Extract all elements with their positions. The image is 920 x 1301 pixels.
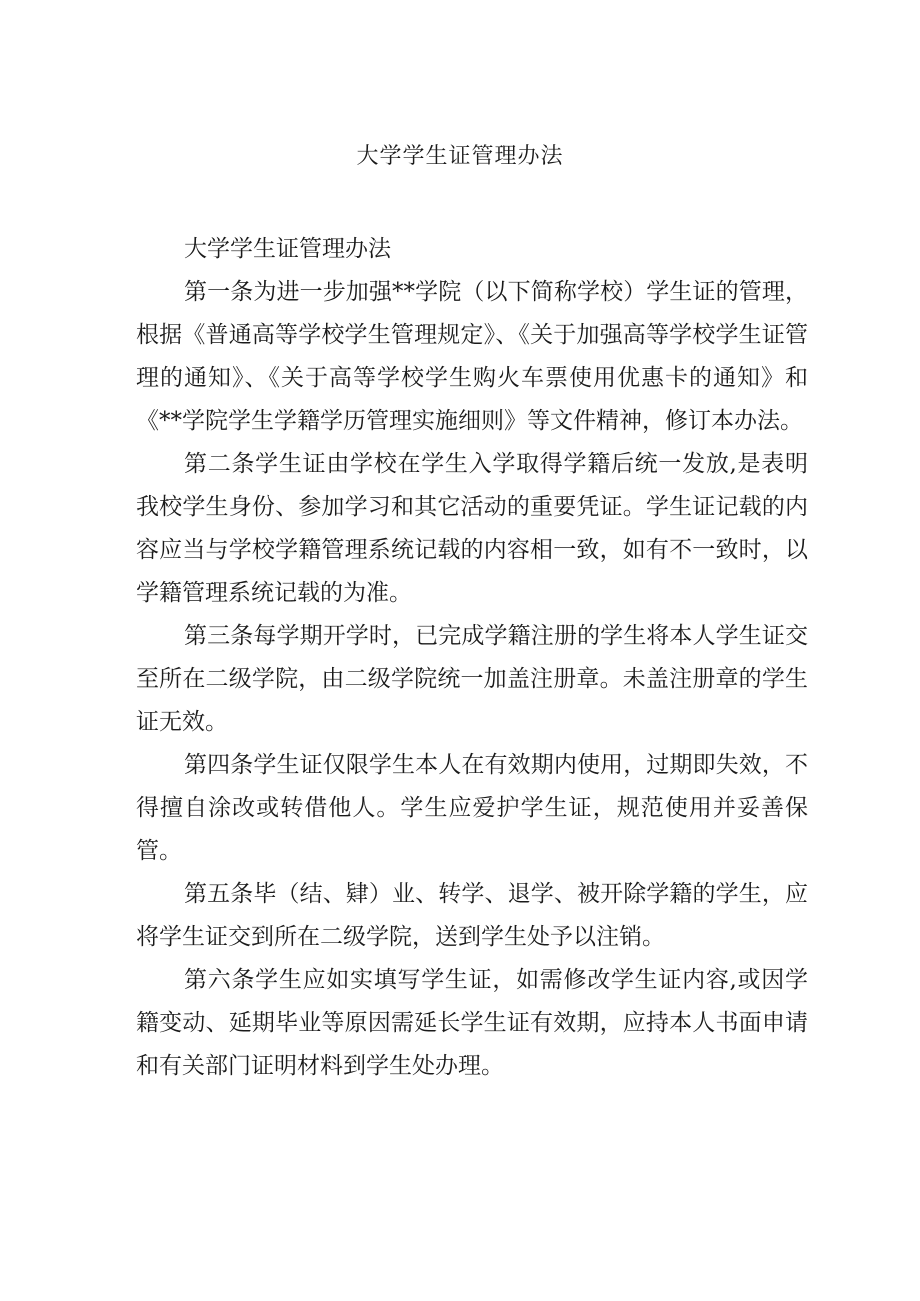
article-3: 第三条每学期开学时，已完成学籍注册的学生将本人学生证交至所在二级学院，由二级学院统一加盖注册章。未盖注册章的学生证无效。 — [136, 623, 808, 735]
document-subtitle: 大学学生证管理办法 — [184, 236, 391, 262]
article-4: 第四条学生证仅限学生本人在有效期内使用，过期即失效，不得擅自涂改或转借他人。学生应爱护学生证，规范使用并妥善保管。 — [136, 752, 808, 864]
document-body — [136, 228, 808, 1088]
document-title: 大学学生证管理办法 — [356, 144, 564, 169]
article-2: 第二条学生证由学校在学生入学取得学籍后统一发放,是表明我校学生身份、参加学习和其它活动的重要凭证。学生证记载的内容应当与学校学籍管理系统记载的内容相一致，如有不一致时，以学籍管理系统记载的为准。 — [136, 451, 808, 606]
article-6: 第六条学生应如实填写学生证，如需修改学生证内容,或因学籍变动、延期毕业等原因需延长学生证有效期，应持本人书面申请和有关部门证明材料到学生处办理。 — [136, 967, 808, 1079]
article-1: 第一条为进一步加强**学院（以下简称学校）学生证的管理，根据《普通高等学校学生管理规定》、《关于加强高等学校学生证管理的通知》、《关于高等学校学生购火车票使用优惠卡的通知》和《**学院学生学籍学历管理实施细则》等文件精神，修订本办法。 — [136, 279, 808, 434]
article-5: 第五条毕（结、肄）业、转学、退学、被开除学籍的学生，应将学生证交到所在二级学院，送到学生处予以注销。 — [136, 881, 808, 950]
